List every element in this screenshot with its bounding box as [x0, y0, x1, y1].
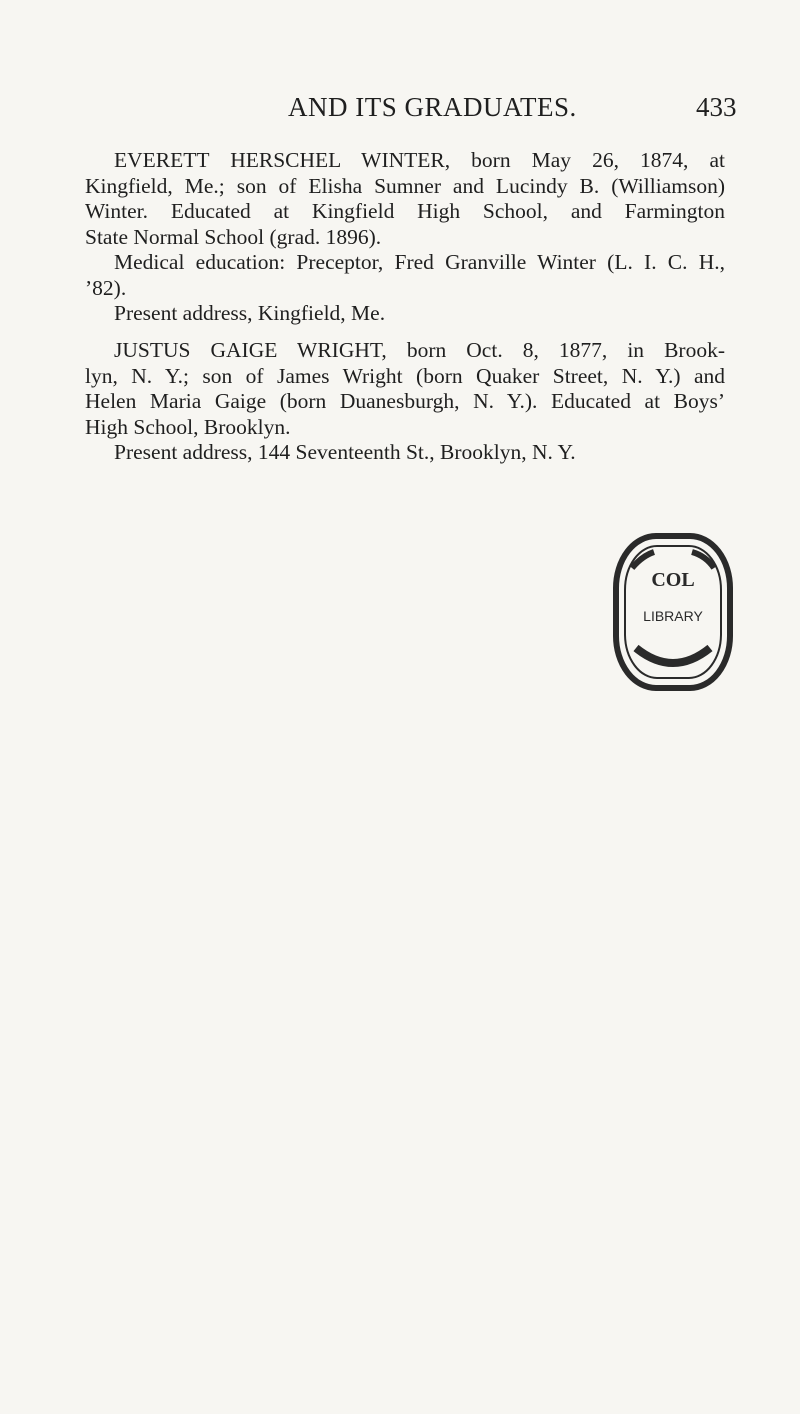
entry-line: Helen Maria Gaige (born Duanesburgh, N. Y.). Educated at Boys’ — [85, 389, 725, 413]
entry-justus-gaige-wright — [85, 338, 725, 466]
running-head — [0, 92, 800, 132]
entry-line: State Normal School (grad. 1896). — [85, 224, 382, 249]
running-title: AND ITS GRADUATES. — [288, 92, 577, 122]
entry-line: Kingfield, Me.; son of Elisha Sumner and Lucindy B. (Williamson) — [85, 173, 725, 198]
present-address: Present address, Kingfield, Me. — [114, 301, 386, 325]
library-stamp-icon — [612, 528, 734, 696]
entry-line: lyn, N. Y.; son of James Wright (born Quaker Street, N. Y.) and — [85, 363, 725, 388]
entry-line: High School, Brooklyn. — [85, 414, 291, 439]
entry-line: EVERETT HERSCHEL WINTER, born May 26, 1874, at — [114, 148, 725, 172]
stamp-top-text: COL — [651, 569, 695, 591]
stamp-middle-text: LIBRARY — [643, 608, 703, 624]
entry-line: Winter. Educated at Kingfield High School, and Farmington — [85, 199, 725, 223]
entry-line: Medical education: Preceptor, Fred Granville Winter (L. I. C. H., — [114, 250, 725, 274]
entry-everett-herschel-winter — [85, 148, 725, 327]
present-address: Present address, 144 Seventeenth St., Brooklyn, N. Y. — [114, 440, 576, 464]
entry-line: ’82). — [85, 275, 127, 300]
entry-line: JUSTUS GAIGE WRIGHT, born Oct. 8, 1877, in Brook- — [114, 338, 725, 362]
page-number: 433 — [696, 92, 737, 122]
